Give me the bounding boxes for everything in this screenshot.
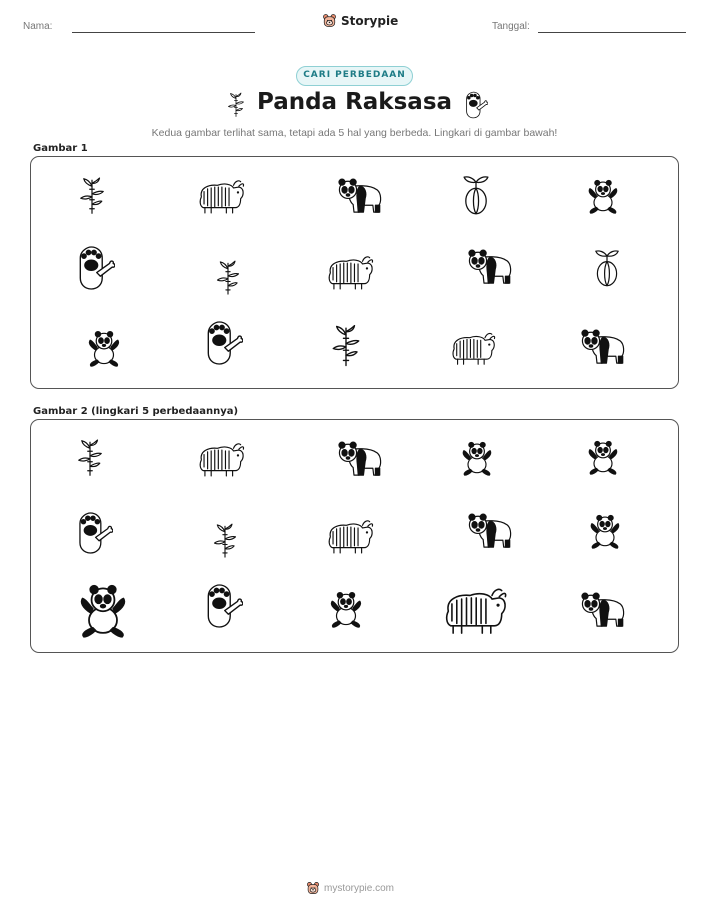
picture1-label: Gambar 1 [33,143,88,154]
panda-sitting-icon[interactable] [75,580,131,640]
name-line[interactable] [72,32,255,33]
panda-sitting-icon[interactable] [587,510,623,552]
instruction-text: Kedua gambar terlihat sama, tetapi ada 5 hal yang berbeda. Lingkari di gambar bawah! [151,127,558,139]
bamboo-icon [77,175,107,217]
panda-sitting-icon [85,327,123,369]
panda-paw-icon[interactable] [73,510,113,556]
panda-walking-icon[interactable] [336,438,384,478]
yak-icon [325,252,375,292]
brand-name: Storypie [341,13,399,28]
seed-icon [591,245,623,291]
bamboo-icon[interactable] [211,518,239,564]
panda-sitting-icon[interactable] [459,438,495,478]
name-label: Nama: [23,21,53,32]
date-line[interactable] [538,32,686,33]
footer [306,881,394,895]
panda-paw-icon [201,319,243,367]
panda-paw-icon [73,245,115,291]
panda-sitting-icon[interactable] [585,438,621,476]
panda-walking-icon[interactable] [466,508,514,552]
picture2-panel[interactable] [30,419,679,653]
activity-badge: CARI PERBEDAAN [296,66,413,86]
storypie-logo-icon [322,13,337,28]
yak-icon[interactable] [196,440,246,478]
panda-walking-icon [466,245,514,287]
brand [322,13,398,28]
panda-walking-icon[interactable] [579,588,627,630]
bamboo-icon[interactable] [75,436,105,480]
picture2-label: Gambar 2 (lingkari 5 perbedaannya) [33,406,239,417]
yak-icon[interactable] [325,515,375,557]
panda-walking-icon [336,175,384,215]
picture1-panel [30,156,679,389]
seed-icon [459,173,493,217]
yak-icon[interactable] [441,582,509,638]
yak-icon [449,328,497,368]
bamboo-icon [329,323,363,369]
panda-paw-icon [462,91,488,119]
bamboo-icon [214,255,242,301]
panda-paw-icon[interactable] [201,582,243,630]
storypie-logo-icon [306,881,320,895]
panda-sitting-icon [585,177,621,215]
panda-sitting-icon[interactable] [327,588,365,630]
footer-site[interactable]: mystorypie.com [324,882,395,894]
panda-walking-icon [579,325,627,367]
date-label: Tanggal: [492,21,530,32]
yak-icon [196,177,246,215]
worksheet-title: Panda Raksasa [256,89,453,115]
